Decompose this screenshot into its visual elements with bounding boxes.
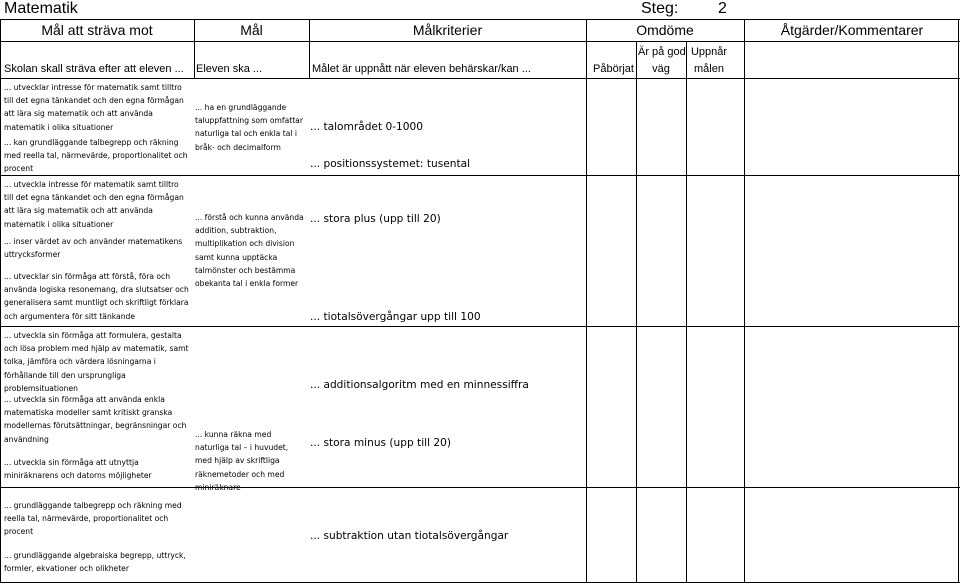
subheader-criteria: Målet är uppnått när eleven behärskar/kan ... bbox=[312, 63, 531, 75]
goal-text: ... kunna räkna med naturliga tal – i huvudet, med hjälp av skriftliga räknemetoder och med miniräknare bbox=[195, 430, 289, 492]
grid-line-subheader-bottom bbox=[0, 78, 960, 79]
strive-text: ... grundläggande algebraiska begrepp, uttryck, formler, ekvationer och olikheter bbox=[4, 551, 186, 574]
grid-line-col3 bbox=[586, 19, 587, 583]
grid-line-col4b bbox=[686, 41, 687, 583]
col-header-criteria: Målkriterier bbox=[412, 22, 483, 38]
col-header-assessment: Omdöme bbox=[636, 22, 694, 38]
step-value: 2 bbox=[718, 0, 727, 17]
strive-text: ... kan grundläggande talbegrepp och räkning med reella tal, närmevärde, proportionalitet och procent bbox=[4, 138, 188, 174]
grid-line-bottom bbox=[0, 582, 960, 583]
strive-text: ... utveckla intresse för matematik samt tilltro till det egna tänkandet och den egna förmågan att lära sig matematik och att använda matematik i olika situationer bbox=[4, 180, 184, 229]
grid-line-col4a bbox=[636, 41, 637, 583]
strive-text: ... utveckla sin förmåga att använda enkla matematiska modeller samt kritiskt granska modellernas förutsättningar, begränsningar och användning bbox=[4, 395, 187, 444]
grid-line-left bbox=[0, 19, 1, 583]
criteria-text: ... stora plus (upp till 20) bbox=[310, 213, 441, 225]
subject-title: Matematik bbox=[4, 0, 78, 17]
strive-text: ... utveckla sin förmåga att formulera, gestalta och lösa problem med hjälp av matematik, samt tolka, jämföra och värdera lösningarna i förhållande till den ursprungliga problemsituationen bbox=[4, 331, 189, 393]
subheader-strive: Skolan skall sträva efter att eleven ... bbox=[4, 63, 184, 75]
grid-line-block2 bbox=[0, 326, 960, 327]
strive-text: ... utvecklar intresse för matematik samt tilltro till det egna tänkandet och den egna förmågan att lära sig matematik och att använda matematik i olika situationer bbox=[4, 83, 184, 132]
subheader-reached-1: Uppnår bbox=[690, 46, 728, 58]
strive-text: ... inser värdet av och använder matematikens uttrycksformer bbox=[4, 237, 183, 260]
subheader-on-way-1: Är på god bbox=[638, 46, 686, 58]
criteria-text: ... talområdet 0-1000 bbox=[310, 121, 423, 133]
col-header-actions: Åtgärder/Kommentarer bbox=[780, 22, 924, 38]
step-label: Steg: bbox=[641, 0, 679, 17]
col-header-goal: Mål bbox=[240, 22, 263, 38]
grid-line-right bbox=[958, 19, 959, 583]
goal-text: ... ha en grundläggande taluppfattning som omfattar naturliga tal och enkla tal i bråk- och decimalform bbox=[195, 103, 303, 152]
criteria-text: ... stora minus (upp till 20) bbox=[310, 437, 452, 449]
grid-line-header-bottom bbox=[0, 41, 960, 42]
grid-line-top bbox=[0, 19, 960, 20]
grid-line-col2 bbox=[309, 19, 310, 79]
criteria-text: ... subtraktion utan tiotalsövergångar bbox=[310, 530, 509, 542]
criteria-text: ... positionssystemet: tusental bbox=[310, 158, 471, 170]
criteria-text: ... tiotalsövergångar upp till 100 bbox=[310, 311, 481, 323]
goal-text: ... förstå och kunna använda addition, subtraktion, multiplikation och division samt kunna upptäcka talmönster och bestämma obekanta tal i enkla former bbox=[195, 213, 304, 289]
grid-line-col5 bbox=[744, 19, 745, 583]
subheader-on-way-2: väg bbox=[652, 63, 670, 75]
grid-line-block3 bbox=[0, 487, 960, 488]
grid-line-col1 bbox=[194, 19, 195, 79]
criteria-text: ... additionsalgoritm med en minnessiffra bbox=[310, 379, 529, 391]
strive-text: ... grundläggande talbegrepp och räkning med reella tal, närmevärde, proportionalitet och procent bbox=[4, 501, 182, 537]
col-header-strive: Mål att sträva mot bbox=[41, 22, 153, 38]
subheader-goal: Eleven ska ... bbox=[196, 63, 263, 75]
subheader-reached-2: målen bbox=[694, 63, 724, 75]
strive-text: ... utveckla sin förmåga att utnyttja miniräknarens och datorns möjligheter bbox=[4, 458, 152, 481]
subheader-started: Påbörjat bbox=[593, 63, 634, 75]
strive-text: ... utvecklar sin förmåga att förstå, föra och använda logiska resonemang, dra slutsatser och generalisera samt muntligt och skriftligt förklara och argumentera för sitt tänkande bbox=[4, 272, 189, 321]
